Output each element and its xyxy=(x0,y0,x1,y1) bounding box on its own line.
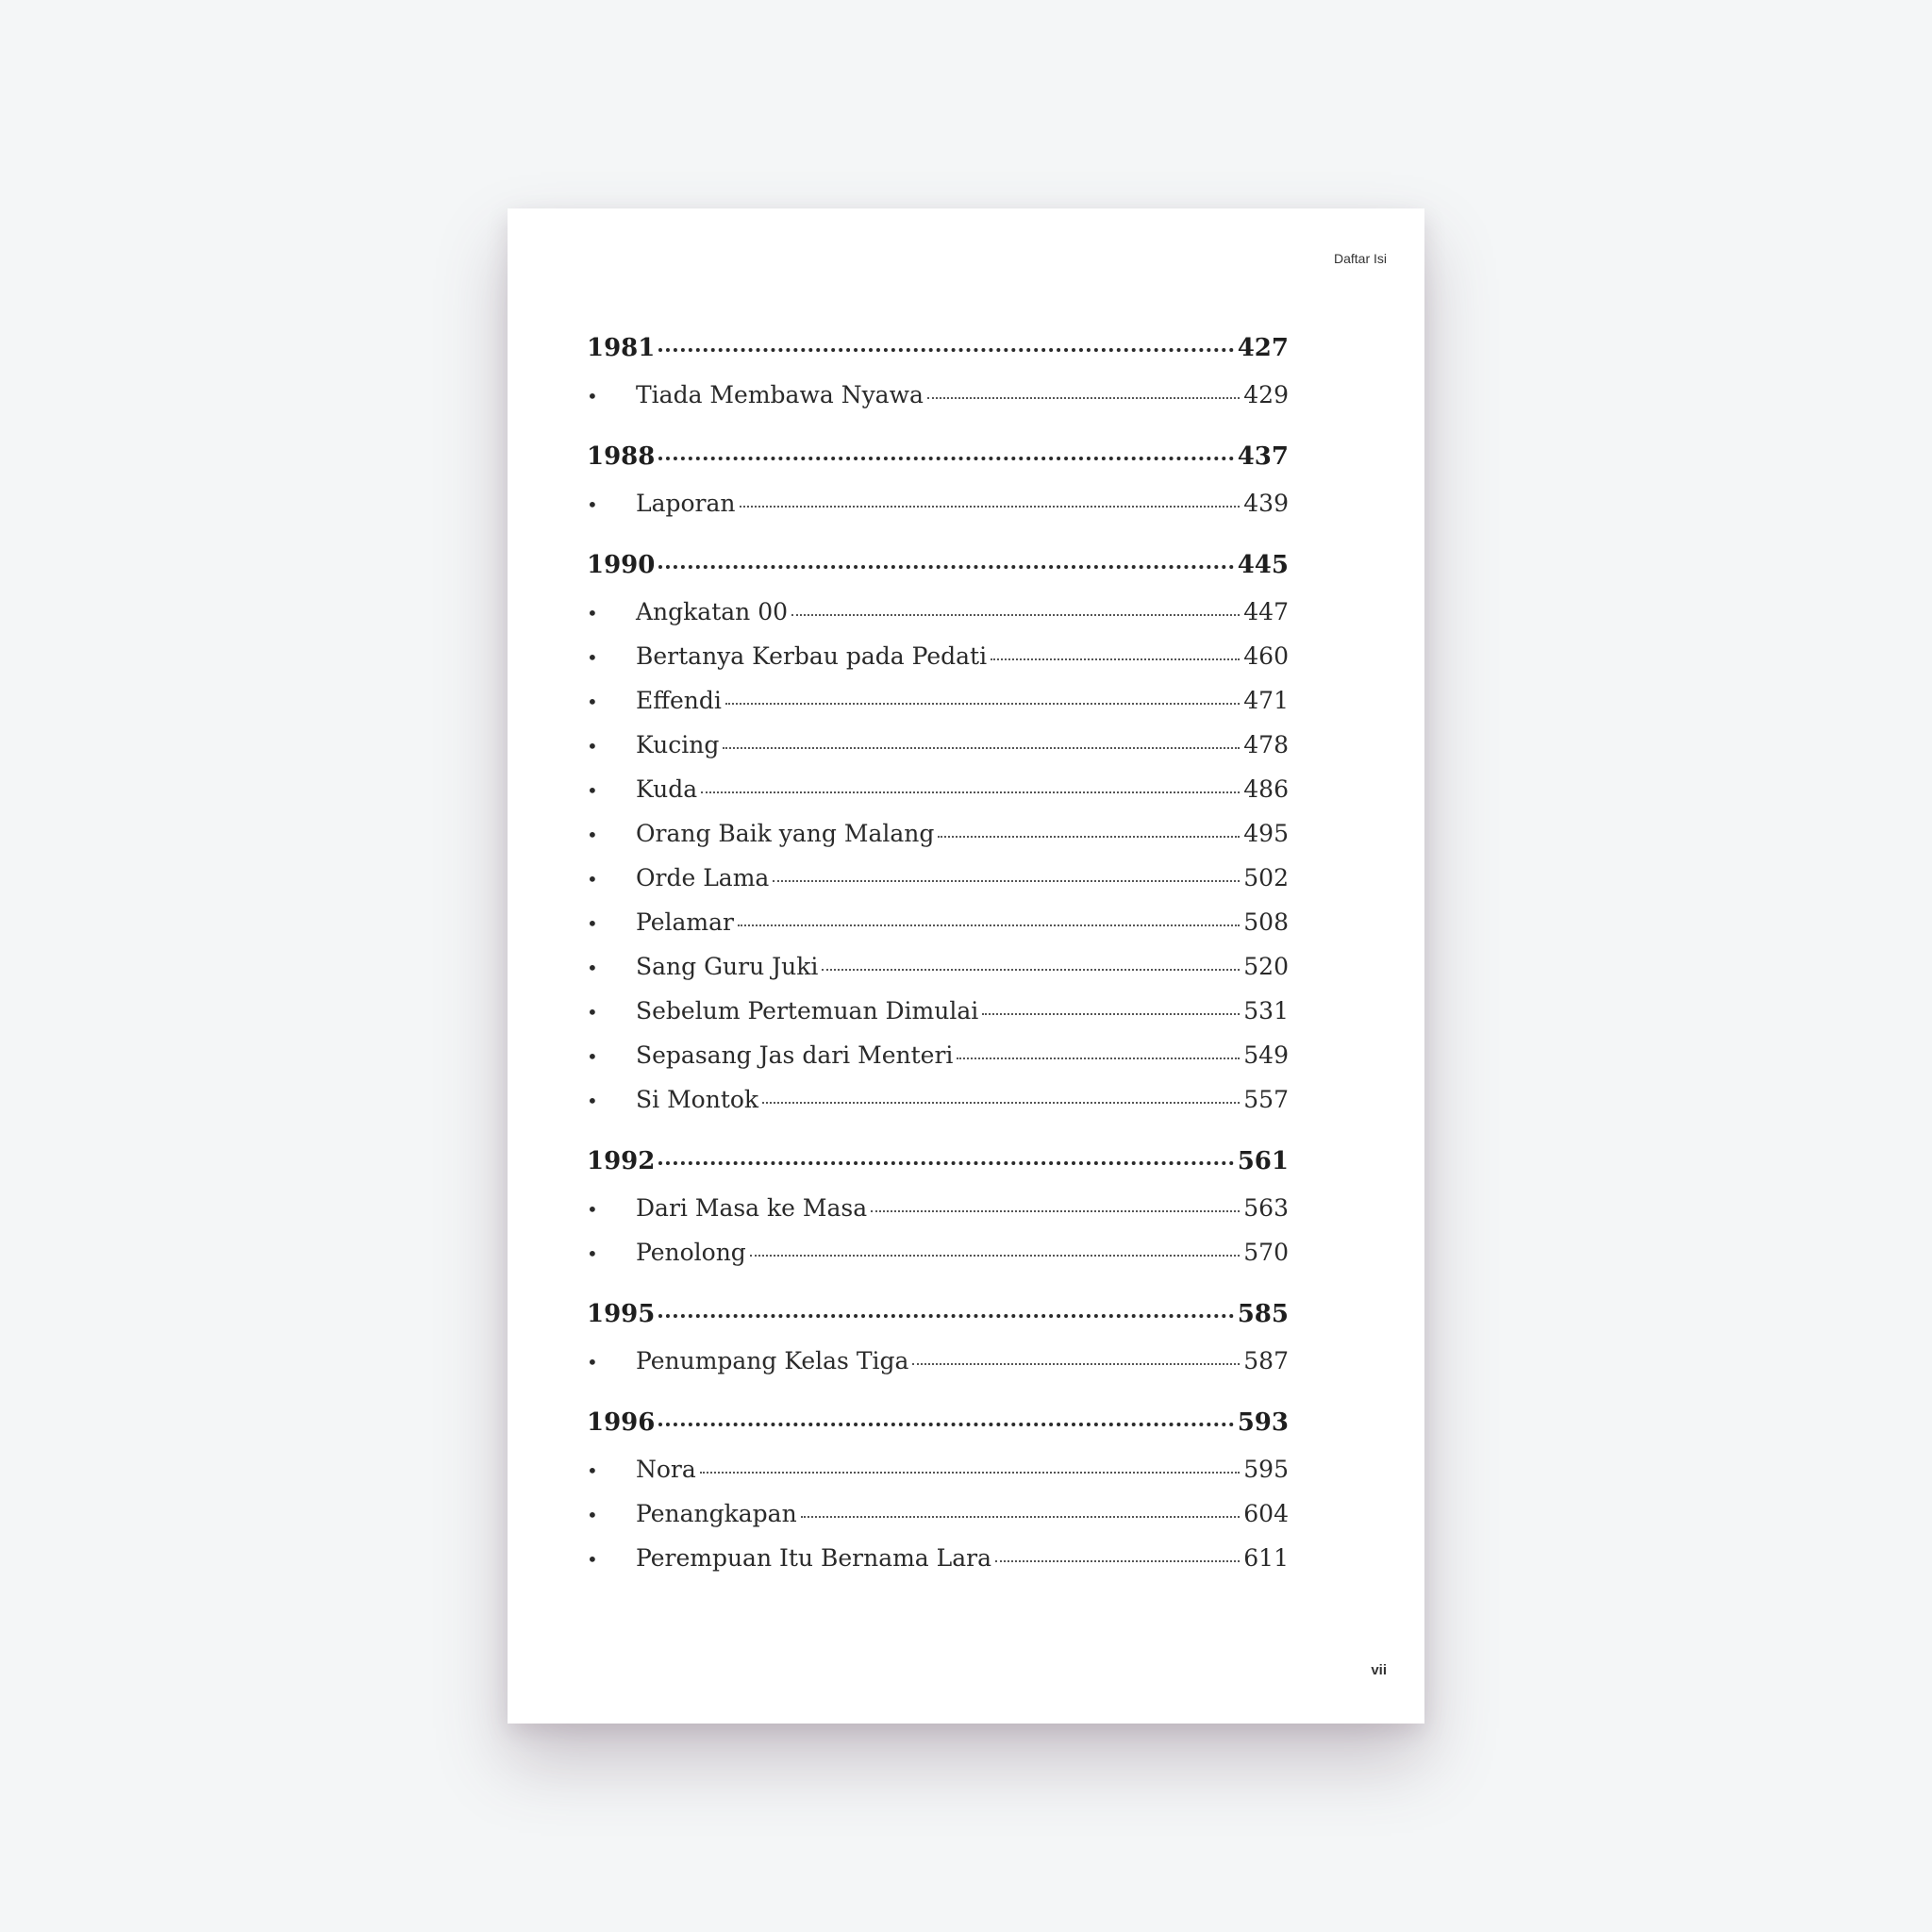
entry-title: Nora xyxy=(636,1456,696,1483)
toc-year-heading[interactable] xyxy=(587,541,1289,590)
year-page-number: 593 xyxy=(1237,1408,1289,1437)
toc-year-heading[interactable] xyxy=(587,1398,1289,1447)
dot-leader xyxy=(750,1255,1240,1257)
dot-leader xyxy=(700,1472,1240,1474)
entry-title: Orde Lama xyxy=(636,864,770,891)
toc-entry[interactable] xyxy=(587,678,1289,723)
entry-page-number: 502 xyxy=(1243,864,1289,891)
dot-leader xyxy=(791,614,1240,616)
toc-entry[interactable] xyxy=(587,1230,1289,1274)
entry-page-number: 557 xyxy=(1243,1086,1289,1113)
dot-leader xyxy=(658,1423,1233,1426)
dot-leader xyxy=(658,348,1233,352)
dot-leader xyxy=(773,880,1240,882)
year-label: 1992 xyxy=(587,1147,656,1175)
bullet-icon: • xyxy=(587,779,598,802)
year-page-number: 445 xyxy=(1237,551,1289,579)
bullet-icon: • xyxy=(587,824,598,846)
toc-year-heading[interactable] xyxy=(587,1137,1289,1186)
entry-title: Kucing xyxy=(636,731,720,758)
year-label: 1996 xyxy=(587,1408,656,1437)
year-label: 1988 xyxy=(587,442,656,471)
entry-page-number: 595 xyxy=(1243,1456,1289,1483)
running-head: Daftar Isi xyxy=(1333,251,1387,266)
toc-entry[interactable] xyxy=(587,767,1289,811)
toc-entry[interactable] xyxy=(587,1491,1289,1536)
year-label: 1995 xyxy=(587,1300,656,1328)
dot-leader xyxy=(740,506,1241,508)
bullet-icon: • xyxy=(587,1198,598,1221)
entry-title: Si Montok xyxy=(636,1086,759,1113)
dot-leader xyxy=(801,1516,1241,1518)
entry-title: Dari Masa ke Masa xyxy=(636,1194,868,1222)
year-label: 1981 xyxy=(587,334,656,362)
toc-entry[interactable] xyxy=(587,1339,1289,1383)
toc-entry[interactable] xyxy=(587,1536,1289,1580)
dot-leader xyxy=(822,969,1240,971)
entry-page-number: 429 xyxy=(1243,381,1289,408)
dot-leader xyxy=(723,747,1240,749)
entry-title: Sepasang Jas dari Menteri xyxy=(636,1041,954,1069)
entry-title: Orang Baik yang Malang xyxy=(636,820,935,847)
bullet-icon: • xyxy=(587,1548,598,1571)
bullet-icon: • xyxy=(587,646,598,669)
bullet-icon: • xyxy=(587,1045,598,1068)
entry-title: Sang Guru Juki xyxy=(636,953,819,980)
toc-entry[interactable] xyxy=(587,373,1289,417)
toc-section-1988 xyxy=(587,432,1289,525)
year-label: 1990 xyxy=(587,551,656,579)
entry-page-number: 508 xyxy=(1243,908,1289,936)
toc-entry[interactable] xyxy=(587,944,1289,989)
dot-leader xyxy=(658,457,1233,460)
entry-title: Penangkapan xyxy=(636,1500,797,1527)
entry-page-number: 611 xyxy=(1243,1544,1289,1572)
toc-entry[interactable] xyxy=(587,856,1289,900)
toc-year-heading[interactable] xyxy=(587,1290,1289,1339)
toc-entry[interactable] xyxy=(587,1186,1289,1230)
page-number: vii xyxy=(1371,1662,1387,1678)
bullet-icon: • xyxy=(587,912,598,935)
dot-leader xyxy=(738,924,1240,926)
entry-title: Perempuan Itu Bernama Lara xyxy=(636,1544,992,1572)
bullet-icon: • xyxy=(587,385,598,408)
toc-entry[interactable] xyxy=(587,1077,1289,1122)
dot-leader xyxy=(991,658,1240,660)
entry-title: Penolong xyxy=(636,1239,746,1266)
bullet-icon: • xyxy=(587,602,598,625)
entry-title: Bertanya Kerbau pada Pedati xyxy=(636,642,988,670)
toc-entry[interactable] xyxy=(587,989,1289,1033)
toc-year-heading[interactable] xyxy=(587,324,1289,373)
entry-title: Tiada Membawa Nyawa xyxy=(636,381,924,408)
dot-leader xyxy=(927,397,1240,399)
bullet-icon: • xyxy=(587,1351,598,1374)
entry-page-number: 486 xyxy=(1243,775,1289,803)
entry-title: Pelamar xyxy=(636,908,734,936)
entry-page-number: 531 xyxy=(1243,997,1289,1024)
entry-title: Effendi xyxy=(636,687,722,714)
toc-section-1996 xyxy=(587,1398,1289,1580)
bullet-icon: • xyxy=(587,957,598,979)
dot-leader xyxy=(912,1363,1240,1365)
bullet-icon: • xyxy=(587,493,598,516)
entry-page-number: 447 xyxy=(1243,598,1289,625)
dot-leader xyxy=(957,1058,1240,1059)
toc-entry[interactable] xyxy=(587,1447,1289,1491)
entry-title: Kuda xyxy=(636,775,698,803)
entry-title: Angkatan 00 xyxy=(636,598,789,625)
entry-title: Penumpang Kelas Tiga xyxy=(636,1347,909,1374)
entry-title: Sebelum Pertemuan Dimulai xyxy=(636,997,979,1024)
entry-page-number: 570 xyxy=(1243,1239,1289,1266)
entry-page-number: 478 xyxy=(1243,731,1289,758)
bullet-icon: • xyxy=(587,1504,598,1526)
year-page-number: 427 xyxy=(1237,334,1289,362)
dot-leader xyxy=(871,1210,1240,1212)
toc-entry[interactable] xyxy=(587,900,1289,944)
entry-page-number: 549 xyxy=(1243,1041,1289,1069)
dot-leader xyxy=(658,565,1233,569)
entry-page-number: 439 xyxy=(1243,490,1289,517)
bullet-icon: • xyxy=(587,868,598,891)
toc-entry[interactable] xyxy=(587,723,1289,767)
toc-entry[interactable] xyxy=(587,634,1289,678)
year-page-number: 561 xyxy=(1237,1147,1289,1175)
dot-leader xyxy=(725,703,1240,705)
entry-page-number: 563 xyxy=(1243,1194,1289,1222)
toc-section-1981 xyxy=(587,324,1289,417)
dot-leader xyxy=(938,836,1240,838)
year-page-number: 437 xyxy=(1237,442,1289,471)
dot-leader xyxy=(995,1560,1240,1562)
year-page-number: 585 xyxy=(1237,1300,1289,1328)
toc-entry[interactable] xyxy=(587,590,1289,634)
toc-year-heading[interactable] xyxy=(587,432,1289,481)
toc-section-1992 xyxy=(587,1137,1289,1274)
book-page xyxy=(508,208,1424,1724)
bullet-icon: • xyxy=(587,1242,598,1265)
dot-leader xyxy=(658,1314,1233,1318)
dot-leader xyxy=(762,1102,1240,1104)
toc-section-1995 xyxy=(587,1290,1289,1383)
entry-page-number: 587 xyxy=(1243,1347,1289,1374)
dot-leader xyxy=(658,1161,1233,1165)
toc-section-1990 xyxy=(587,541,1289,1122)
entry-page-number: 460 xyxy=(1243,642,1289,670)
dot-leader xyxy=(982,1013,1240,1015)
toc-entry[interactable] xyxy=(587,1033,1289,1077)
toc-entry[interactable] xyxy=(587,811,1289,856)
bullet-icon: • xyxy=(587,1001,598,1024)
dot-leader xyxy=(701,791,1240,793)
entry-title: Laporan xyxy=(636,490,736,517)
bullet-icon: • xyxy=(587,1459,598,1482)
bullet-icon: • xyxy=(587,691,598,713)
toc-entry[interactable] xyxy=(587,481,1289,525)
entry-page-number: 471 xyxy=(1243,687,1289,714)
entry-page-number: 520 xyxy=(1243,953,1289,980)
table-of-contents xyxy=(587,324,1289,1595)
entry-page-number: 604 xyxy=(1243,1500,1289,1527)
bullet-icon: • xyxy=(587,735,598,758)
entry-page-number: 495 xyxy=(1243,820,1289,847)
bullet-icon: • xyxy=(587,1090,598,1112)
